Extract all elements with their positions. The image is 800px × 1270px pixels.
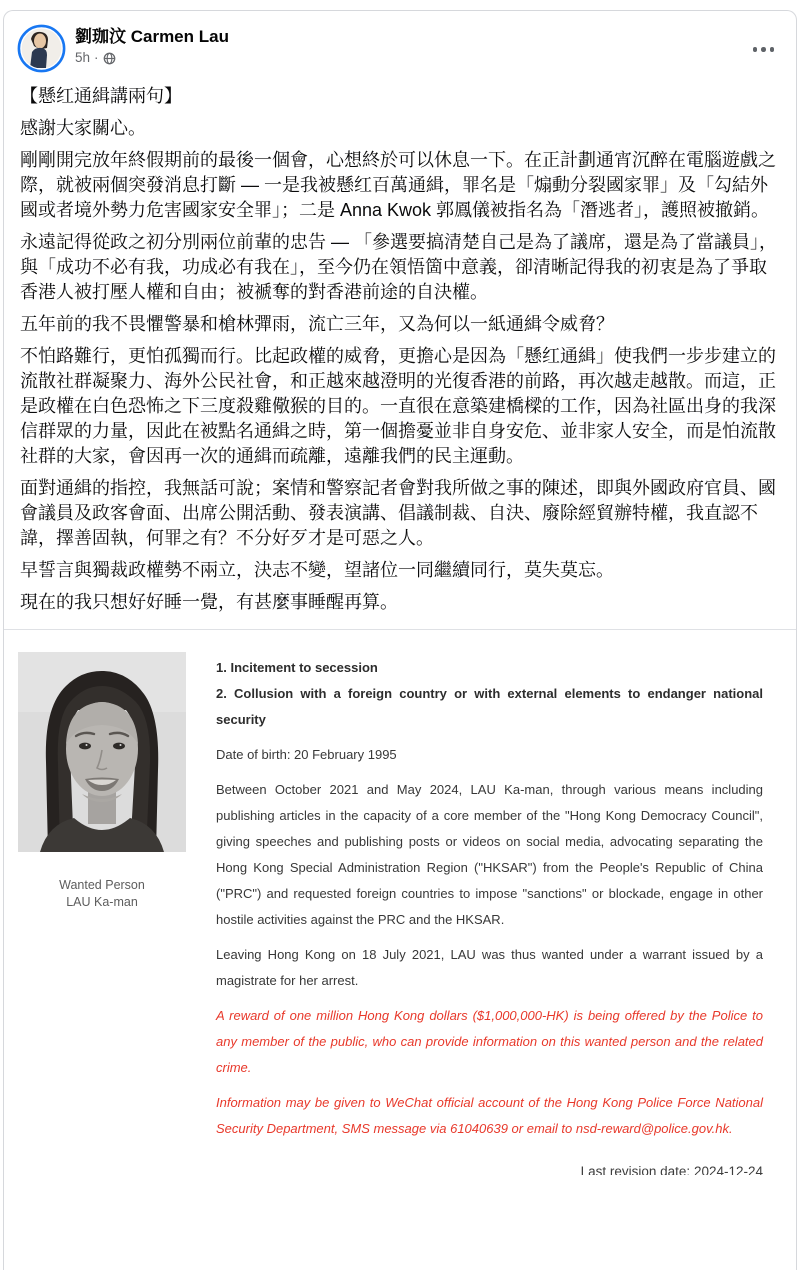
post-header: [4, 11, 796, 73]
photo-caption-line2: LAU Ka-man: [66, 895, 138, 909]
header-text: [75, 24, 229, 66]
post-paragraph: 早誓言與獨裁政權勢不兩立，決志不變，望諸位一同繼續同行，莫失莫忘。: [20, 560, 614, 580]
charge-1: 1. Incitement to secession: [216, 660, 378, 675]
facebook-post-card: [3, 10, 797, 1270]
ellipsis-icon: [761, 47, 766, 52]
ellipsis-icon: [770, 47, 775, 52]
post-paragraph: 感謝大家關心。: [20, 118, 146, 138]
post-text: [4, 73, 796, 626]
photo-caption: [18, 877, 186, 911]
wanted-photo-column: [18, 652, 186, 1175]
post-paragraph: 現在的我只想好好睡一覺，有甚麼事睡醒再算。: [20, 592, 398, 612]
charge-2: 2. Collusion with a foreign country or with external elements to endanger national security: [216, 686, 763, 727]
ellipsis-icon: [753, 47, 758, 52]
reward-paragraph-1: A reward of one million Hong Kong dollars ($1,000,000-HK) is being offered by the Police to any member of the public, who can provide information on this wanted person and the related crime.: [216, 1008, 763, 1075]
photo-caption-line1: Wanted Person: [59, 878, 145, 892]
post-paragraph: 面對通緝的指控，我無話可說；案情和警察記者會對我所做之事的陳述，即與外國政府官員、國會議員及政客會面、出席公開活動、發表演講、倡議制裁、自決、廢除經貿辦特權，我直認不諱，擇善固執，何罪之有？不分好歹才是可惡之人。: [20, 478, 776, 548]
meta-separator: ·: [94, 50, 99, 65]
globe-icon: [103, 52, 116, 65]
more-options-button[interactable]: [747, 37, 781, 62]
notice-body-paragraph-2: Leaving Hong Kong on 18 July 2021, LAU was thus wanted under a warrant issued by a magistrate for her arrest.: [216, 947, 763, 988]
wanted-person-photo: [18, 652, 186, 852]
post-paragraph: 永遠記得從政之初分別兩位前輩的忠告 — 「參選要搞清楚自己是為了議席，還是為了當議員」，與「成功不必有我，功成必有我在」，至今仍在領悟箇中意義，卻清晰記得我的初衷是為了爭取香港人被打壓人權和自由；被褫奪的對香港前途的自決權。: [20, 232, 777, 302]
author-name[interactable]: 劉珈汶 Carmen Lau: [75, 27, 229, 46]
notice-body-paragraph-1: Between October 2021 and May 2024, LAU Ka-man, through various means including publishing articles in the capacity of a core member of the "Hong Kong Democracy Council", giving speeches and publishing posts or videos on social media, advocating separating the Hong Kong Special Administration Region ("HKSAR") from the People's Republic of China ("PRC") and requested foreign countries to impose "sanctions" or blockade, engage in other hostile activities against the PRC and the HKSAR.: [216, 782, 763, 927]
avatar[interactable]: [17, 24, 66, 73]
post-paragraph: 剛剛開完放年終假期前的最後一個會，心想終於可以休息一下。在正計劃通宵沉醉在電腦遊戲之際，就被兩個突發消息打斷 — 一是我被懸红百萬通緝，罪名是「煽動分裂國家罪」及「勾結外國或者境外勢力危害國家安全罪」；二是 Anna Kwok 郭鳳儀被指名為「潛逃者」，護照被撤銷。: [20, 150, 776, 220]
reward-paragraph-2: Information may be given to WeChat official account of the Hong Kong Police Force National Security Department, SMS message via 61040639 or email to nsd-reward@police.gov.hk.: [216, 1095, 763, 1136]
notice-text-column: [216, 652, 763, 1175]
date-of-birth: Date of birth: 20 February 1995: [216, 747, 397, 762]
post-paragraph: 不怕路難行，更怕孤獨而行。比起政權的威脅，更擔心是因為「懸红通緝」使我們一步步建立的流散社群凝聚力、海外公民社會，和正越來越澄明的光復香港的前路，再次越走越散。而這，正是政權在白色恐怖之下三度殺雞儆猴的目的。一直很在意築建橋樑的工作，因為社區出身的我深信群眾的力量，因此在被點名通緝之時，第一個擔憂並非自身安危、並非家人安全，而是怕流散社群的大家，會因再一次的通緝而疏離，遠離我們的民主運動。: [20, 346, 776, 466]
post-meta: [75, 50, 229, 66]
timestamp[interactable]: 5h: [75, 50, 91, 65]
attached-wanted-notice-image[interactable]: [4, 629, 796, 1175]
post-paragraph: 五年前的我不畏懼警暴和槍林彈雨，流亡三年，又為何以一紙通緝令威脅？: [20, 314, 614, 334]
avatar-image: [17, 24, 66, 73]
last-revision-date: Last revision date: 2024-12-24: [580, 1164, 763, 1175]
post-paragraph: 【懸红通緝講兩句】: [20, 86, 182, 106]
